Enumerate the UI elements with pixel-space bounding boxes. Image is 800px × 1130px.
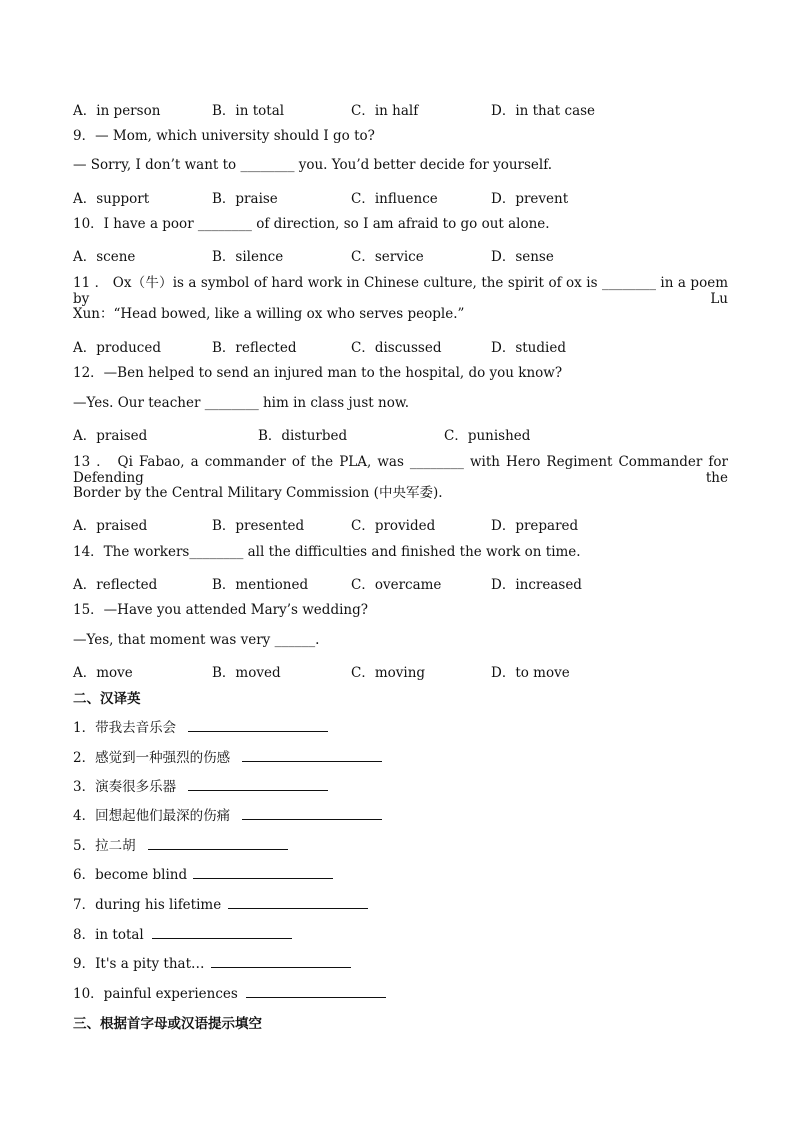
q15-option-d[interactable]: D．to move bbox=[491, 665, 570, 681]
q14-prompt: 14．The workers________ all the difficulties and finished the work on time. bbox=[73, 544, 581, 560]
translation-item-text: 3．演奏很多乐器 bbox=[73, 779, 177, 795]
q12-option-c[interactable]: C．punished bbox=[444, 428, 531, 444]
q12-response: —Yes. Our teacher ________ him in class just now. bbox=[73, 395, 410, 411]
answer-blank[interactable] bbox=[188, 789, 328, 791]
translation-item-text: 4．回想起他们最深的伤痛 bbox=[73, 808, 231, 824]
q11-option-b[interactable]: B．reflected bbox=[212, 340, 297, 356]
translation-item-10 bbox=[73, 986, 728, 1002]
translation-item-4 bbox=[73, 808, 728, 824]
q13-option-b[interactable]: B．presented bbox=[212, 518, 305, 534]
q13-prompt-continued: Border by the Central Military Commission (中央军委). bbox=[73, 485, 443, 501]
q9-option-d[interactable]: D．prevent bbox=[491, 191, 569, 207]
answer-blank[interactable] bbox=[211, 966, 351, 968]
answer-blank[interactable] bbox=[193, 877, 333, 879]
translation-item-8 bbox=[73, 927, 728, 943]
q9-option-b[interactable]: B．praise bbox=[212, 191, 278, 207]
q15-option-b[interactable]: B．moved bbox=[212, 665, 281, 681]
q14-option-b[interactable]: B．mentioned bbox=[212, 577, 309, 593]
section-3-heading: 三、根据首字母或汉语提示填空 bbox=[73, 1016, 262, 1032]
translation-item-7 bbox=[73, 897, 728, 913]
answer-blank[interactable] bbox=[188, 730, 328, 732]
q15-option-c[interactable]: C．moving bbox=[351, 665, 426, 681]
q10-prompt: 10．I have a poor ________ of direction, so I am afraid to go out alone. bbox=[73, 216, 550, 232]
translation-item-text: 8．in total bbox=[73, 927, 144, 943]
translation-item-3 bbox=[73, 779, 728, 795]
q8-option-b[interactable]: B．in total bbox=[212, 103, 285, 119]
q13-option-c[interactable]: C．provided bbox=[351, 518, 436, 534]
q15-option-a[interactable]: A．move bbox=[73, 665, 133, 681]
q10-option-b[interactable]: B．silence bbox=[212, 249, 284, 265]
translation-item-6 bbox=[73, 867, 728, 883]
q14-option-a[interactable]: A．reflected bbox=[73, 577, 158, 593]
q8-option-a[interactable]: A．in person bbox=[73, 103, 161, 119]
translation-item-text: 2．感觉到一种强烈的伤感 bbox=[73, 750, 231, 766]
answer-blank[interactable] bbox=[242, 818, 382, 820]
translation-item-9 bbox=[73, 956, 728, 972]
translation-item-2 bbox=[73, 750, 728, 766]
q9-option-c[interactable]: C．influence bbox=[351, 191, 438, 207]
q11-prompt: 11 ． Ox（牛）is a symbol of hard work in Chinese culture, the spirit of ox is ________ in a poem by Lu bbox=[73, 275, 728, 308]
q8-option-d[interactable]: D．in that case bbox=[491, 103, 596, 119]
q13-option-d[interactable]: D．prepared bbox=[491, 518, 579, 534]
q10-option-a[interactable]: A．scene bbox=[73, 249, 136, 265]
answer-blank[interactable] bbox=[148, 848, 288, 850]
q11-option-d[interactable]: D．studied bbox=[491, 340, 566, 356]
answer-blank[interactable] bbox=[242, 760, 382, 762]
q15-response: —Yes, that moment was very ______. bbox=[73, 632, 320, 648]
q14-option-d[interactable]: D．increased bbox=[491, 577, 582, 593]
q11-prompt-continued: Xun：“Head bowed, like a willing ox who serves people.” bbox=[73, 306, 465, 322]
answer-blank[interactable] bbox=[246, 996, 386, 998]
translation-item-text: 5．拉二胡 bbox=[73, 838, 136, 854]
q9-option-a[interactable]: A．support bbox=[73, 191, 150, 207]
q8-option-c[interactable]: C．in half bbox=[351, 103, 419, 119]
q11-option-a[interactable]: A．produced bbox=[73, 340, 162, 356]
q10-option-c[interactable]: C．service bbox=[351, 249, 424, 265]
q9-response: — Sorry, I don’t want to ________ you. You’d better decide for yourself. bbox=[73, 157, 553, 173]
q13-option-a[interactable]: A．praised bbox=[73, 518, 148, 534]
translation-item-1 bbox=[73, 720, 728, 736]
answer-blank[interactable] bbox=[228, 907, 368, 909]
q9-prompt: 9．— Mom, which university should I go to? bbox=[73, 128, 375, 144]
translation-item-text: 1．带我去音乐会 bbox=[73, 720, 177, 736]
q11-option-c[interactable]: C．discussed bbox=[351, 340, 442, 356]
q10-option-d[interactable]: D．sense bbox=[491, 249, 554, 265]
section-2-heading: 二、汉译英 bbox=[73, 691, 141, 707]
translation-item-text: 9．It's a pity that… bbox=[73, 956, 205, 972]
q14-option-c[interactable]: C．overcame bbox=[351, 577, 442, 593]
q13-prompt: 13 ． Qi Fabao, a commander of the PLA, was ________ with Hero Regiment Commander for Defending the bbox=[73, 454, 728, 487]
translation-item-text: 6．become blind bbox=[73, 867, 188, 883]
translation-item-5 bbox=[73, 838, 728, 854]
q12-option-b[interactable]: B．disturbed bbox=[258, 428, 348, 444]
q12-prompt: 12．—Ben helped to send an injured man to the hospital, do you know? bbox=[73, 365, 563, 381]
q15-prompt: 15．—Have you attended Mary’s wedding? bbox=[73, 602, 368, 618]
q12-option-a[interactable]: A．praised bbox=[73, 428, 148, 444]
translation-item-text: 7．during his lifetime bbox=[73, 897, 222, 913]
translation-item-text: 10．painful experiences bbox=[73, 986, 238, 1002]
answer-blank[interactable] bbox=[152, 937, 292, 939]
